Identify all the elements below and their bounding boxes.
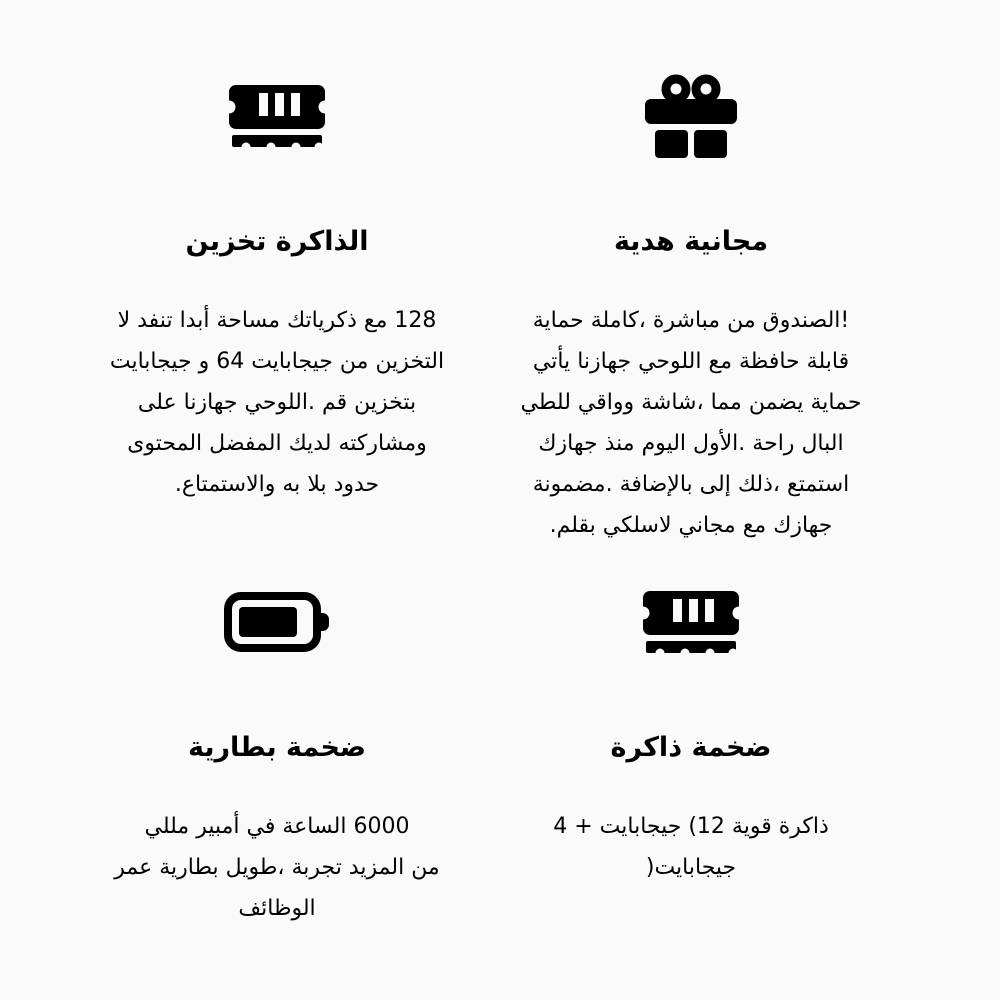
text-line: على جهازنا اللوحي. قم بتخزين xyxy=(137,390,417,415)
text-line: لا تنفد أبدا مساحة ذكرياتك مع 128 xyxy=(117,308,437,333)
text-line: .والاستمتاع به بلا حدود xyxy=(174,472,380,497)
product-features-grid xyxy=(70,0,1000,929)
feature-title xyxy=(611,730,772,766)
text-line: مضمونة. بالإضافة إلى ذلك، استمتع xyxy=(532,472,850,497)
text-line: جهازك منذ اليوم الأول. راحة البال xyxy=(538,431,844,456)
text-line: .بقلم لاسلكي مجاني مع جهازك xyxy=(549,513,833,538)
feature-card-free-gift xyxy=(484,74,898,546)
feature-card-big-memory xyxy=(484,580,898,929)
text-line: حماية كاملة، مباشرة من الصندوق! xyxy=(532,308,850,333)
feature-card-memory-storage xyxy=(70,74,484,546)
text-line: الوظائف xyxy=(238,896,316,921)
feature-title xyxy=(614,224,768,260)
text-line: )جيجابايت xyxy=(645,855,737,880)
text-line: المحتوى المفضل لديك ومشاركته xyxy=(127,431,427,456)
text-line: هدية مجانية xyxy=(613,226,769,257)
text-line: 4 + جيجابايت (12 قوية ذاكرة xyxy=(553,814,829,839)
text-line: للطي وواقي شاشة، مما يضمن حماية xyxy=(520,390,862,415)
text-line: مللي أمبير في الساعة 6000 xyxy=(144,814,410,839)
text-line: عمر بطارية طويل، تجربة المزيد من xyxy=(114,855,440,880)
feature-card-big-battery xyxy=(70,580,484,929)
text-line: تخزين الذاكرة xyxy=(185,226,369,257)
battery-icon xyxy=(224,580,330,664)
text-line: يأتي جهازنا اللوحي مع حافظة قابلة xyxy=(532,349,850,374)
feature-description xyxy=(553,806,829,888)
feature-title xyxy=(188,730,366,766)
ram-icon xyxy=(643,580,739,664)
text-line: ذاكرة ضخمة xyxy=(610,732,772,763)
ram-icon xyxy=(229,74,325,158)
feature-description xyxy=(521,300,862,546)
feature-title xyxy=(186,224,369,260)
feature-description xyxy=(114,806,439,929)
text-line: بطارية ضخمة xyxy=(187,732,367,763)
gift-icon xyxy=(645,74,737,158)
text-line: جيجابايت و 64 جيجابايت من التخزين xyxy=(109,349,445,374)
feature-description xyxy=(110,300,444,505)
